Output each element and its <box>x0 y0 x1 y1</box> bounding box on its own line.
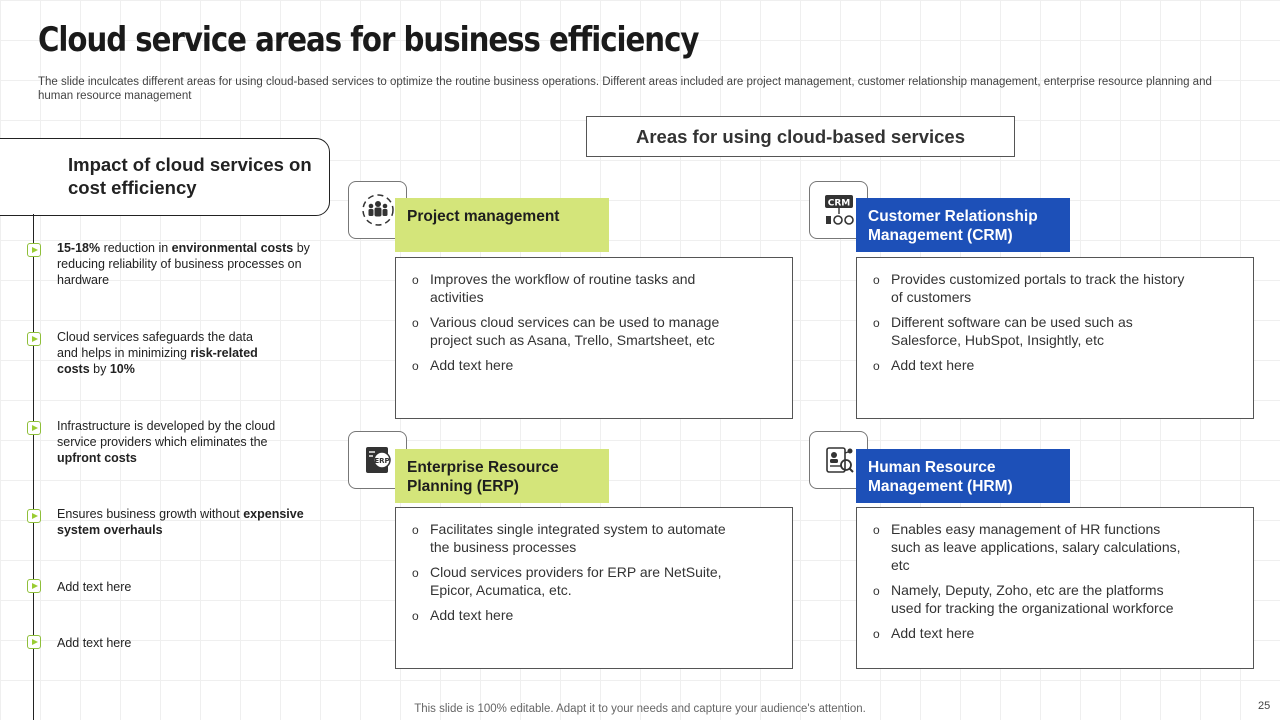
list-item: o Cloud services providers for ERP are NetSuite, Epicor, Acumatica, etc. <box>410 563 730 599</box>
list-item: o Add text here <box>871 624 1191 642</box>
list-item: o Namely, Deputy, Zoho, etc are the platforms used for tracking the organizational workforce <box>871 581 1191 617</box>
page-title: Cloud service areas for business efficiency <box>38 20 699 60</box>
card-label-hrm: Human Resource Management (HRM) <box>856 449 1070 503</box>
footer-note: This slide is 100% editable. Adapt it to your needs and capture your audience's attention. <box>414 703 866 715</box>
list-item: o Different software can be used such as Salesforce, HubSpot, Insightly, etc <box>871 313 1191 349</box>
areas-header: Areas for using cloud-based services <box>586 116 1015 157</box>
impact-item: Cloud services safeguards the data and helps in minimizing risk-related costs by 10% <box>57 330 258 376</box>
bullet-marker-icon <box>27 635 41 649</box>
card-content-project-management <box>395 257 793 419</box>
impact-item: Add text here <box>57 580 132 594</box>
impact-item: Infrastructure is developed by the cloud service providers which eliminates the upfront costs <box>57 419 276 465</box>
card-label-erp: Enterprise Resource Planning (ERP) <box>395 449 609 503</box>
impact-item: Ensures business growth without expensive system overhauls <box>57 507 304 537</box>
list-item: o Add text here <box>871 356 1191 374</box>
list-item: o Add text here <box>410 356 730 374</box>
card-content-erp <box>395 507 793 669</box>
bullet-marker-icon <box>27 509 41 523</box>
list-item: o Enables easy management of HR functions such as leave applications, salary calculations, etc <box>871 520 1191 574</box>
card-label-crm: Customer Relationship Management (CRM) <box>856 198 1070 252</box>
card-label-project-management: Project management <box>395 198 609 252</box>
crm-icon-text: CRM <box>827 198 850 209</box>
impact-item: Add text here <box>57 636 132 650</box>
impact-title: Impact of cloud services on cost efficiency <box>68 154 312 198</box>
impact-item: 15-18% reduction in environmental costs by reducing reliability of business processes on hardware <box>57 241 310 287</box>
erp-icon-text: ERP <box>373 457 390 465</box>
page-subtitle: The slide inculcates different areas for using cloud-based services to optimize the routine business operations. Different areas included are project management, customer relationship management, enterprise resource planning and human resource management <box>38 76 1212 102</box>
bullet-marker-icon <box>27 421 41 435</box>
list-item: o Improves the workflow of routine tasks and activities <box>410 270 730 306</box>
list-item: o Facilitates single integrated system to automate the business processes <box>410 520 730 556</box>
list-item: o Provides customized portals to track the history of customers <box>871 270 1191 306</box>
card-content-hrm <box>856 507 1254 669</box>
bullet-marker-icon <box>27 243 41 257</box>
bullet-marker-icon <box>27 332 41 346</box>
bullet-marker-icon <box>27 579 41 593</box>
list-item: o Add text here <box>410 606 730 624</box>
page-number: 25 <box>1258 700 1271 712</box>
list-item: o Various cloud services can be used to manage project such as Asana, Trello, Smartsheet, etc <box>410 313 730 349</box>
card-content-crm <box>856 257 1254 419</box>
